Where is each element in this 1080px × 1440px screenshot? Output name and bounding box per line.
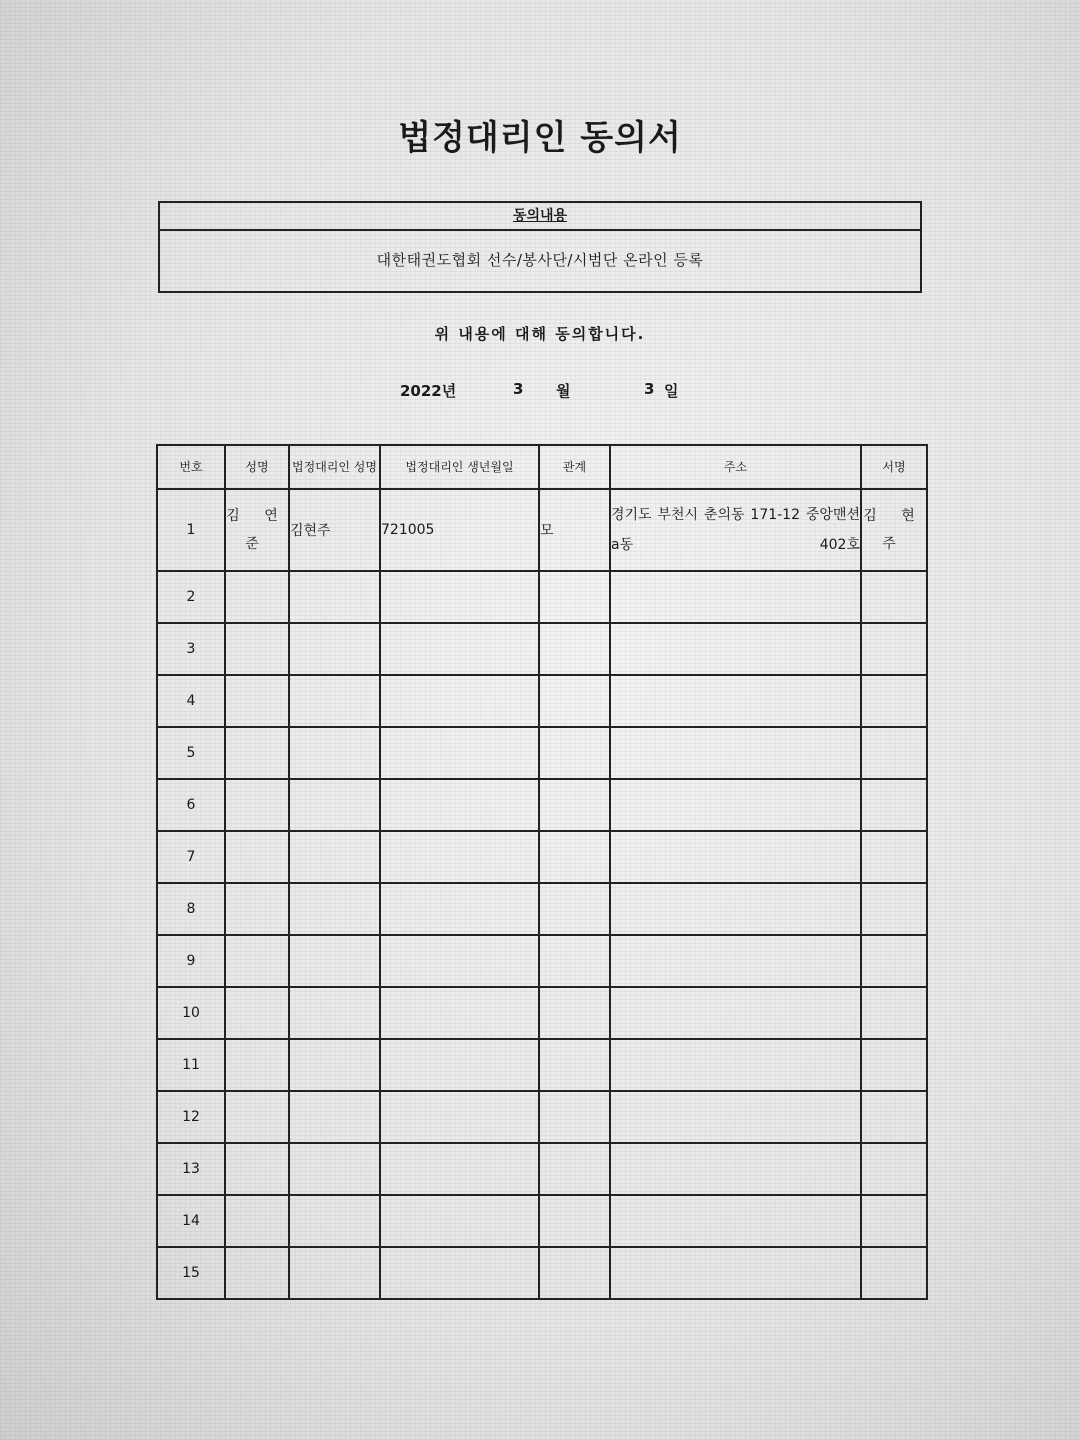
table-row xyxy=(157,1143,927,1195)
row-address xyxy=(610,935,861,987)
row-number: 2 xyxy=(157,571,225,623)
row-guardian-birth xyxy=(380,987,539,1039)
row-signature xyxy=(861,727,927,779)
row-name xyxy=(225,1247,289,1299)
row-signature xyxy=(861,1143,927,1195)
row-address xyxy=(610,831,861,883)
row-guardian-birth: 721005 xyxy=(380,489,539,571)
row-relation xyxy=(539,935,610,987)
table-row xyxy=(157,831,927,883)
row-name xyxy=(225,727,289,779)
row-address xyxy=(610,623,861,675)
row-name: 김 연 준 xyxy=(225,489,289,571)
row-guardian-name xyxy=(289,1143,380,1195)
table-row xyxy=(157,571,927,623)
row-address xyxy=(610,1039,861,1091)
table-header-row xyxy=(157,445,927,489)
row-guardian-birth xyxy=(380,1091,539,1143)
row-guardian-name xyxy=(289,1195,380,1247)
row-number: 6 xyxy=(157,779,225,831)
row-relation xyxy=(539,571,610,623)
row-relation xyxy=(539,727,610,779)
row-number: 9 xyxy=(157,935,225,987)
consent-content: 대한태권도협회 선수/봉사단/시범단 온라인 등록 xyxy=(376,251,704,269)
row-name xyxy=(225,675,289,727)
header-address: 주소 xyxy=(610,445,861,489)
row-name xyxy=(225,571,289,623)
row-signature xyxy=(861,1247,927,1299)
row-signature xyxy=(861,831,927,883)
row-guardian-birth xyxy=(380,571,539,623)
guardian-table xyxy=(156,444,928,1300)
row-address xyxy=(610,1195,861,1247)
header-name: 성명 xyxy=(225,445,289,489)
row-guardian-birth xyxy=(380,935,539,987)
header-number: 번호 xyxy=(157,445,225,489)
date-year: 2022년 xyxy=(400,382,457,400)
header-guardian-birth: 법정대리인 생년월일 xyxy=(380,445,539,489)
row-name xyxy=(225,883,289,935)
row-guardian-name xyxy=(289,1247,380,1299)
row-relation xyxy=(539,831,610,883)
row-guardian-name xyxy=(289,883,380,935)
row-guardian-birth xyxy=(380,779,539,831)
row-address xyxy=(610,883,861,935)
header-signature: 서명 xyxy=(861,445,927,489)
row-number: 1 xyxy=(157,489,225,571)
row-name xyxy=(225,935,289,987)
row-number: 4 xyxy=(157,675,225,727)
row-guardian-name xyxy=(289,727,380,779)
row-signature xyxy=(861,571,927,623)
table-row xyxy=(157,935,927,987)
row-address xyxy=(610,987,861,1039)
row-signature xyxy=(861,935,927,987)
row-number: 7 xyxy=(157,831,225,883)
row-address xyxy=(610,779,861,831)
row-relation xyxy=(539,1143,610,1195)
row-relation xyxy=(539,1247,610,1299)
row-signature xyxy=(861,1091,927,1143)
row-number: 15 xyxy=(157,1247,225,1299)
row-relation xyxy=(539,883,610,935)
row-guardian-name xyxy=(289,935,380,987)
row-relation: 모 xyxy=(539,489,610,571)
row-guardian-name xyxy=(289,1091,380,1143)
table-row xyxy=(157,1091,927,1143)
row-guardian-birth xyxy=(380,1143,539,1195)
row-number: 13 xyxy=(157,1143,225,1195)
document-title: 법정대리인 동의서 xyxy=(398,118,682,158)
row-relation xyxy=(539,623,610,675)
row-address xyxy=(610,1091,861,1143)
row-guardian-birth xyxy=(380,1247,539,1299)
row-guardian-name xyxy=(289,987,380,1039)
row-signature: 김 현 주 xyxy=(861,489,927,571)
row-number: 5 xyxy=(157,727,225,779)
row-guardian-birth xyxy=(380,623,539,675)
row-relation xyxy=(539,1039,610,1091)
row-number: 3 xyxy=(157,623,225,675)
row-relation xyxy=(539,779,610,831)
row-signature xyxy=(861,1195,927,1247)
row-address xyxy=(610,1247,861,1299)
row-number: 11 xyxy=(157,1039,225,1091)
row-relation xyxy=(539,1195,610,1247)
row-name xyxy=(225,1143,289,1195)
consent-header: 동의내용 xyxy=(160,203,920,231)
row-guardian-birth xyxy=(380,831,539,883)
row-guardian-name xyxy=(289,779,380,831)
row-guardian-birth xyxy=(380,1039,539,1091)
row-signature xyxy=(861,1039,927,1091)
row-address: 경기도 부천시 춘의동 171-12 중앙맨션 a동 402호 xyxy=(610,489,861,571)
row-signature xyxy=(861,883,927,935)
row-number: 14 xyxy=(157,1195,225,1247)
table-row xyxy=(157,1195,927,1247)
row-name xyxy=(225,987,289,1039)
row-address xyxy=(610,571,861,623)
table-row xyxy=(157,489,927,571)
row-guardian-name xyxy=(289,675,380,727)
table-row xyxy=(157,727,927,779)
table-row xyxy=(157,987,927,1039)
consent-box xyxy=(158,201,922,293)
row-address xyxy=(610,675,861,727)
table-row xyxy=(157,1039,927,1091)
row-name xyxy=(225,1039,289,1091)
row-guardian-name: 김현주 xyxy=(289,489,380,571)
table-row xyxy=(157,1247,927,1299)
row-name xyxy=(225,623,289,675)
table-row xyxy=(157,623,927,675)
row-signature xyxy=(861,623,927,675)
date-day: 3 xyxy=(644,380,655,398)
row-signature xyxy=(861,987,927,1039)
row-relation xyxy=(539,1091,610,1143)
row-guardian-birth xyxy=(380,675,539,727)
row-number: 8 xyxy=(157,883,225,935)
table-row xyxy=(157,779,927,831)
date-month-unit: 월 xyxy=(556,382,571,400)
row-guardian-birth xyxy=(380,1195,539,1247)
date-month: 3 xyxy=(513,380,524,398)
row-guardian-name xyxy=(289,1039,380,1091)
row-guardian-name xyxy=(289,571,380,623)
row-guardian-name xyxy=(289,623,380,675)
row-name xyxy=(225,1091,289,1143)
agreement-statement: 위 내용에 대해 동의합니다. xyxy=(434,325,646,343)
row-name xyxy=(225,831,289,883)
row-signature xyxy=(861,779,927,831)
row-relation xyxy=(539,987,610,1039)
date-day-unit: 일 xyxy=(664,382,679,400)
row-address xyxy=(610,1143,861,1195)
header-guardian-name: 법정대리인 성명 xyxy=(289,445,380,489)
row-signature xyxy=(861,675,927,727)
row-guardian-birth xyxy=(380,883,539,935)
header-relation: 관계 xyxy=(539,445,610,489)
row-relation xyxy=(539,675,610,727)
row-name xyxy=(225,1195,289,1247)
row-number: 10 xyxy=(157,987,225,1039)
row-guardian-birth xyxy=(380,727,539,779)
row-guardian-name xyxy=(289,831,380,883)
row-address xyxy=(610,727,861,779)
row-name xyxy=(225,779,289,831)
table-row xyxy=(157,675,927,727)
row-number: 12 xyxy=(157,1091,225,1143)
table-row xyxy=(157,883,927,935)
